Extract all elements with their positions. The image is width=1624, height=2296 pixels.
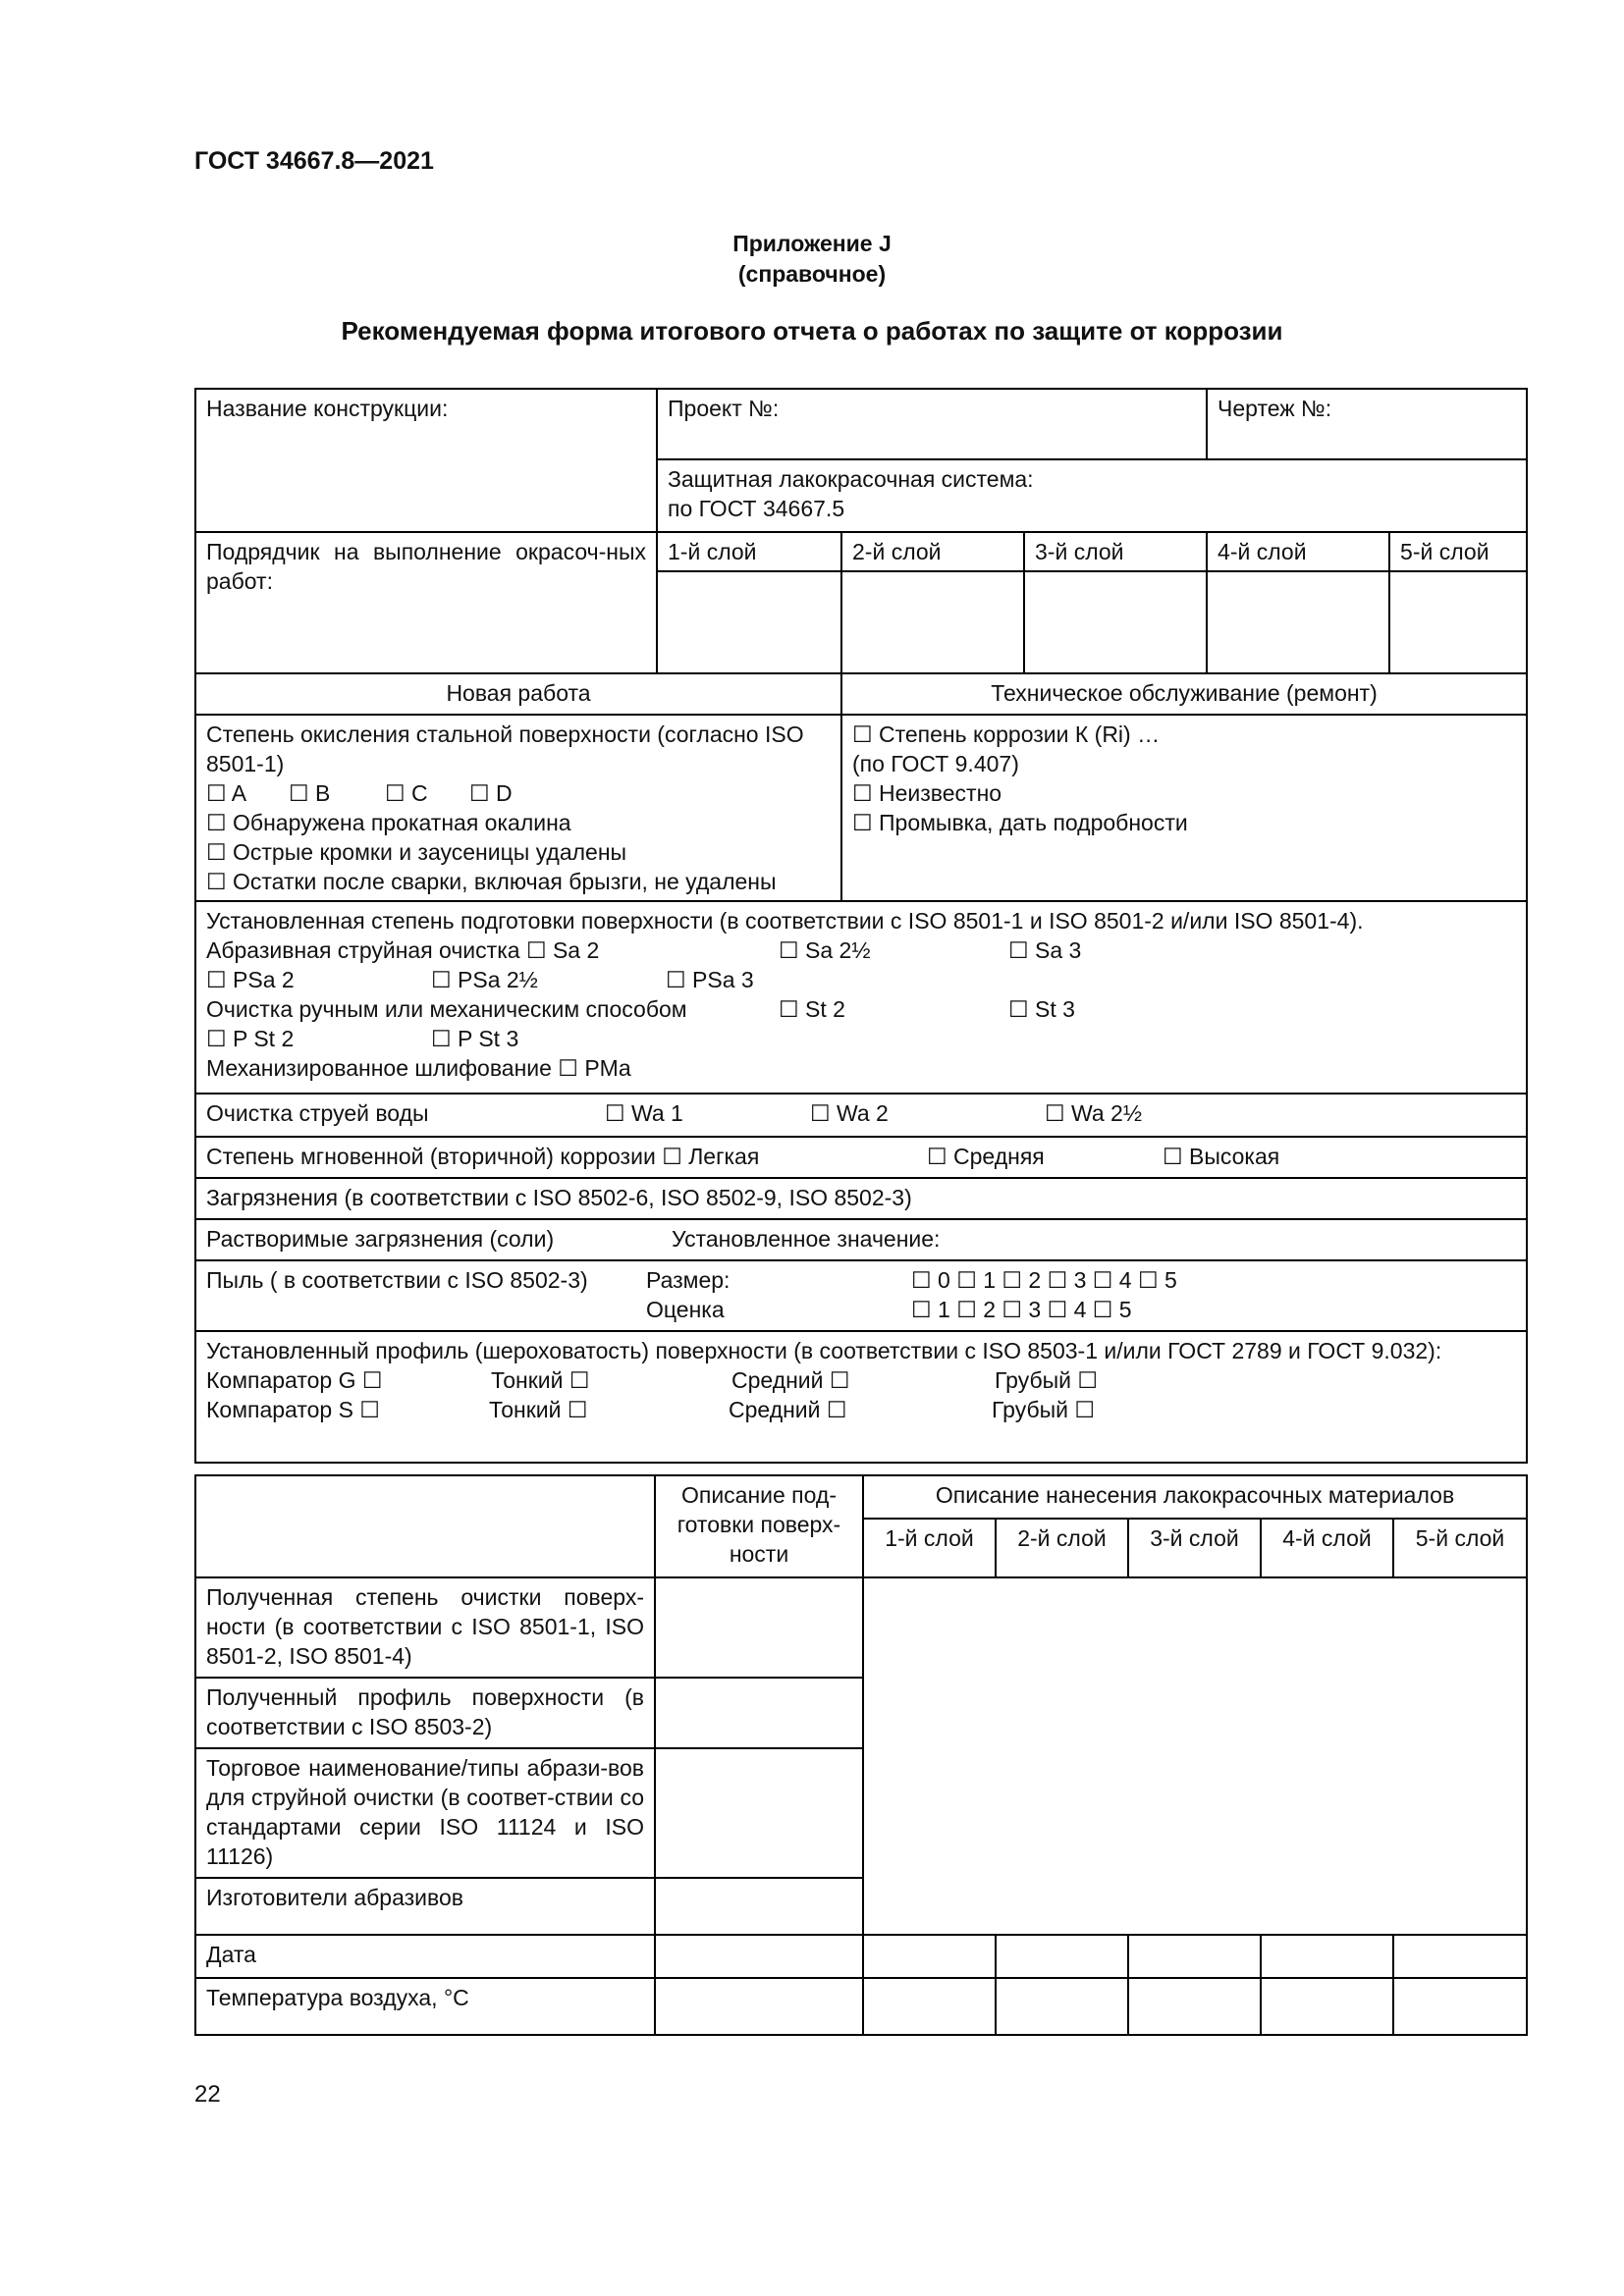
comparator-g-checkbox[interactable]: Компаратор G ☐ xyxy=(206,1367,383,1393)
prep-entry-cell[interactable] xyxy=(655,1878,863,1935)
air-temp-label: Температура воздуха, °С xyxy=(195,1978,655,2035)
project-no-label: Проект №: xyxy=(668,396,780,421)
temp-entry-cell[interactable] xyxy=(1393,1978,1527,2035)
mill-scale-checkbox[interactable]: ☐ Обнаружена прокатная окалина xyxy=(206,810,571,835)
corrosion-ref: (по ГОСТ 9.407) xyxy=(852,751,1019,776)
soluble-label: Растворимые загрязнения (соли) xyxy=(206,1226,555,1252)
prep-desc-label: Описание под-готовки поверх-ности xyxy=(677,1482,841,1567)
edges-checkbox[interactable]: ☐ Острые кромки и заусеницы удалены xyxy=(206,839,627,865)
corrosion-cell xyxy=(841,715,1527,901)
profile-title: Установленный профиль (шероховатость) поверхности (в соответствии с ISO 8503-1 и/или ГОСТ 2789 и ГОСТ 9.032): xyxy=(206,1338,1442,1363)
water-jet-label: Очистка струей воды xyxy=(206,1100,429,1126)
g-coarse-checkbox[interactable]: Грубый ☐ xyxy=(995,1367,1099,1393)
maintenance-header: Техническое обслуживание (ремонт) xyxy=(841,673,1527,715)
layer-entry-cell[interactable] xyxy=(1207,571,1389,673)
app-desc-header: Описание нанесения лакокрасочных материалов xyxy=(863,1475,1527,1519)
layer-header: 3-й слой xyxy=(1024,532,1207,571)
manual-cleaning-label: Очистка ручным или механическим способом xyxy=(206,996,687,1022)
layer-header: 2-й слой xyxy=(996,1519,1128,1577)
prep-entry-cell[interactable] xyxy=(655,1748,863,1878)
annex-title: Приложение J xyxy=(732,231,892,256)
flash-rust-high-checkbox[interactable]: ☐ Высокая xyxy=(1163,1144,1280,1169)
drawing-no-label: Чертеж №: xyxy=(1218,396,1332,421)
dust-rating-label: Оценка xyxy=(646,1297,725,1322)
coating-system-standard: по ГОСТ 34667.5 xyxy=(668,496,845,521)
drawing-no-cell[interactable] xyxy=(1207,389,1527,459)
oxidation-cell xyxy=(195,715,841,901)
grade-d-checkbox[interactable]: ☐ D xyxy=(469,780,513,806)
application-table xyxy=(194,1474,1528,2036)
prep-desc-header xyxy=(655,1475,863,1577)
sa3-checkbox[interactable]: ☐ Sa 3 xyxy=(1008,937,1082,963)
row-label: Полученный профиль поверхности (в соответствии с ISO 8503-2) xyxy=(195,1678,655,1748)
date-entry-cell[interactable] xyxy=(996,1935,1128,1978)
annex-type: (справочное) xyxy=(737,261,887,287)
row-label: Торговое наименование/типы абрази-вов для струйной очистки (в соответ-ствии со стандартами серии ISO 11124 и ISO 11126) xyxy=(195,1748,655,1878)
g-fine-checkbox[interactable]: Тонкий ☐ xyxy=(491,1367,590,1393)
grade-c-checkbox[interactable]: ☐ C xyxy=(385,780,428,806)
date-entry-cell[interactable] xyxy=(1261,1935,1393,1978)
layer-header: 4-й слой xyxy=(1207,532,1389,571)
contamination-cell xyxy=(195,1178,1527,1219)
surface-prep-cell xyxy=(195,901,1527,1094)
application-merged-cell[interactable] xyxy=(863,1577,1527,1935)
dust-rating-checkboxes[interactable]: ☐ 1 ☐ 2 ☐ 3 ☐ 4 ☐ 5 xyxy=(911,1297,1132,1322)
flash-rust-medium-checkbox[interactable]: ☐ Средняя xyxy=(927,1144,1045,1169)
st2-checkbox[interactable]: ☐ St 2 xyxy=(779,996,845,1022)
sa2-half-checkbox[interactable]: ☐ Sa 2½ xyxy=(779,937,871,963)
pst2-checkbox[interactable]: ☐ P St 2 xyxy=(206,1026,295,1051)
wash-checkbox[interactable]: ☐ Промывка, дать подробности xyxy=(852,810,1188,835)
coating-system-label: Защитная лакокрасочная система: xyxy=(668,466,1034,492)
contamination-label: Загрязнения (в соответствии с ISO 8502-6, ISO 8502-9, ISO 8502-3) xyxy=(206,1185,912,1210)
prep-entry-cell[interactable] xyxy=(655,1678,863,1748)
temp-entry-cell[interactable] xyxy=(1261,1978,1393,2035)
layer-header: 1-й слой xyxy=(863,1519,996,1577)
psa2-checkbox[interactable]: ☐ PSa 2 xyxy=(206,967,295,992)
layer-header: 4-й слой xyxy=(1261,1519,1393,1577)
s-medium-checkbox[interactable]: Средний ☐ xyxy=(729,1397,847,1422)
dust-size-label: Размер: xyxy=(646,1267,731,1293)
report-form-table xyxy=(194,388,1528,1464)
date-entry-cell[interactable] xyxy=(1393,1935,1527,1978)
layer-header: 1-й слой xyxy=(657,532,841,571)
dust-cell xyxy=(195,1260,1527,1331)
structure-name-label: Название конструкции: xyxy=(206,396,449,421)
contractor-label: Подрядчик на выполнение окрасоч-ных работ: xyxy=(206,539,646,594)
grade-b-checkbox[interactable]: ☐ B xyxy=(289,780,331,806)
page-number: 22 xyxy=(194,2081,221,2108)
wa2-checkbox[interactable]: ☐ Wa 2 xyxy=(810,1100,889,1126)
sa2-checkbox[interactable]: Абразивная струйная очистка ☐ Sa 2 xyxy=(206,937,600,963)
form-title: Рекомендуемая форма итогового отчета о работах по защите от коррозии xyxy=(341,316,1283,346)
layer-entry-cell[interactable] xyxy=(841,571,1024,673)
row-label: Изготовители абразивов xyxy=(195,1878,655,1935)
dust-size-checkboxes[interactable]: ☐ 0 ☐ 1 ☐ 2 ☐ 3 ☐ 4 ☐ 5 xyxy=(911,1267,1177,1293)
layer-entry-cell[interactable] xyxy=(657,571,841,673)
dust-label: Пыль ( в соответствии с ISO 8502-3) xyxy=(206,1267,588,1293)
coating-system-cell[interactable] xyxy=(657,459,1527,532)
prep-entry-cell[interactable] xyxy=(655,1577,863,1678)
date-label: Дата xyxy=(195,1935,655,1978)
s-coarse-checkbox[interactable]: Грубый ☐ xyxy=(992,1397,1096,1422)
flash-rust-light-checkbox[interactable]: Степень мгновенной (вторичной) коррозии ☐ Легкая xyxy=(206,1144,760,1169)
layer-header: 3-й слой xyxy=(1128,1519,1261,1577)
temp-entry-cell[interactable] xyxy=(1128,1978,1261,2035)
temp-entry-cell[interactable] xyxy=(655,1978,863,2035)
psa3-checkbox[interactable]: ☐ PSa 3 xyxy=(666,967,754,992)
project-no-cell[interactable] xyxy=(657,389,1207,459)
wa1-checkbox[interactable]: ☐ Wa 1 xyxy=(605,1100,683,1126)
profile-cell xyxy=(195,1331,1527,1463)
unknown-checkbox[interactable]: ☐ Неизвестно xyxy=(852,780,1002,806)
date-entry-cell[interactable] xyxy=(1128,1935,1261,1978)
st3-checkbox[interactable]: ☐ St 3 xyxy=(1008,996,1075,1022)
pma-checkbox[interactable]: Механизированное шлифование ☐ PMa xyxy=(206,1055,631,1081)
temp-entry-cell[interactable] xyxy=(996,1978,1128,2035)
weld-checkbox[interactable]: ☐ Остатки после сварки, включая брызги, не удалены xyxy=(206,869,777,894)
temp-entry-cell[interactable] xyxy=(863,1978,996,2035)
contractor-cell[interactable] xyxy=(195,532,657,673)
new-work-header: Новая работа xyxy=(195,673,841,715)
surface-prep-title: Установленная степень подготовки поверхности (в соответствии с ISO 8501-1 и ISO 8501-2 и/или ISO 8501-4). xyxy=(206,908,1364,934)
water-jet-cell xyxy=(195,1094,1527,1137)
layer-entry-cell[interactable] xyxy=(1389,571,1527,673)
corrosion-degree-checkbox[interactable]: ☐ Степень коррозии К (Ri) … xyxy=(852,721,1161,747)
soluble-value-field[interactable]: Установленное значение: xyxy=(672,1226,941,1252)
psa2-half-checkbox[interactable]: ☐ PSa 2½ xyxy=(431,967,538,992)
structure-name-cell[interactable] xyxy=(195,389,657,532)
layer-header: 5-й слой xyxy=(1393,1519,1527,1577)
g-medium-checkbox[interactable]: Средний ☐ xyxy=(731,1367,850,1393)
layer-entry-cell[interactable] xyxy=(1024,571,1207,673)
pst3-checkbox[interactable]: ☐ P St 3 xyxy=(431,1026,519,1051)
layer-header: 2-й слой xyxy=(841,532,1024,571)
s-fine-checkbox[interactable]: Тонкий ☐ xyxy=(489,1397,588,1422)
layer-header: 5-й слой xyxy=(1389,532,1527,571)
date-entry-cell[interactable] xyxy=(863,1935,996,1978)
blank-corner-cell xyxy=(195,1475,655,1577)
document-header: ГОСТ 34667.8—2021 xyxy=(194,147,434,175)
row-label: Полученная степень очистки поверх-ности (в соответствии с ISO 8501-1, ISO 8501-2, ISO 8501-4) xyxy=(195,1577,655,1678)
flash-rust-cell xyxy=(195,1137,1527,1178)
comparator-s-checkbox[interactable]: Компаратор S ☐ xyxy=(206,1397,380,1422)
soluble-cell xyxy=(195,1219,1527,1260)
grade-a-checkbox[interactable]: ☐ A xyxy=(206,780,247,806)
date-entry-cell[interactable] xyxy=(655,1935,863,1978)
wa2-half-checkbox[interactable]: ☐ Wa 2½ xyxy=(1045,1100,1143,1126)
oxidation-title: Степень окисления стальной поверхности (согласно ISO 8501-1) xyxy=(206,721,804,776)
